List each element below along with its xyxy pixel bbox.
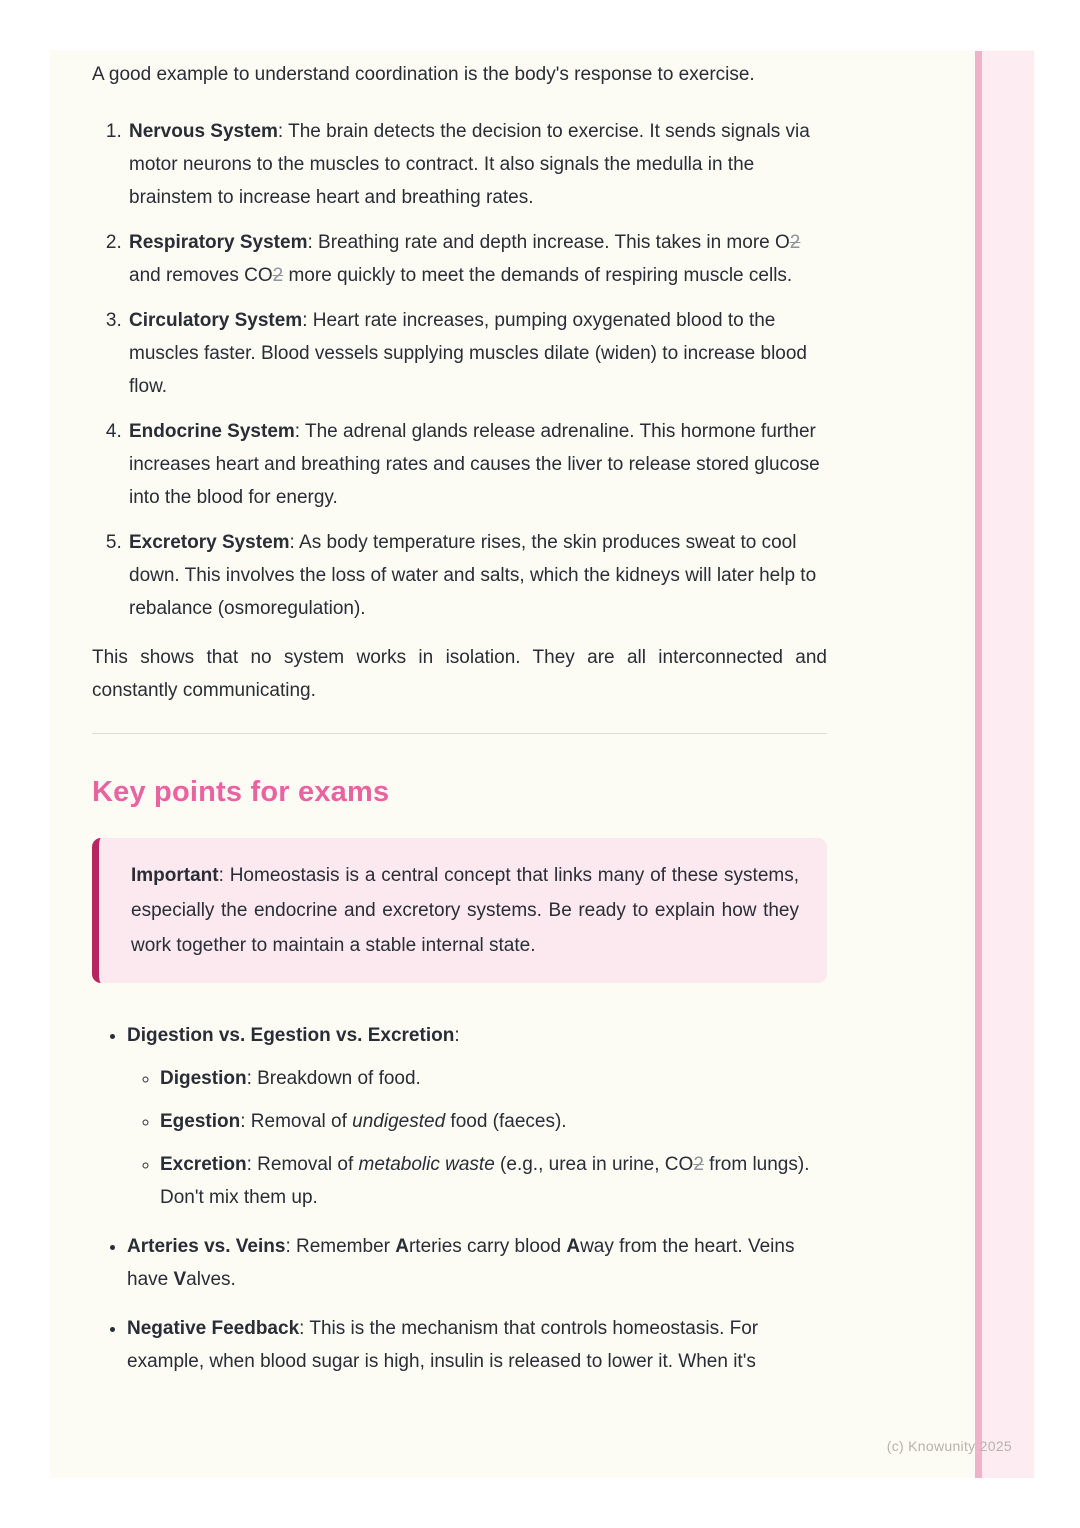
list-item-nervous-system: 1. Nervous System: The brain detects the decision to exercise. It sends signals via motor neurons to the muscles to contract. It also signals the medulla in the brainstem to increase heart and breathing rates. <box>127 115 827 214</box>
callout-text: Important: Homeostasis is a central concept that links many of these systems, especially the endocrine and excretory systems. Be ready to explain how they work together to maintain a stable internal state. <box>131 865 799 956</box>
list-item-respiratory-system: 2. Respiratory System: Breathing rate and depth increase. This takes in more O2 and removes CO2 more quickly to meet the demands of respiring muscle cells. <box>127 226 827 292</box>
list-item-excretion: ◦ Excretion: Removal of metabolic waste (e.g., urea in urine, CO2 from lungs). Don't mix them up. <box>160 1148 827 1214</box>
conclusion-paragraph: This shows that no system works in isolation. They are all interconnected and constantly communicating. <box>92 647 827 701</box>
page-content <box>92 58 827 1394</box>
key-points-list <box>92 1019 827 1378</box>
list-item-arteries-vs-veins: • Arteries vs. Veins: Remember Arteries carry blood Away from the heart. Veins have Valves. <box>127 1230 827 1296</box>
page-edge-accent-panel <box>982 51 1034 1478</box>
section-divider <box>92 733 827 734</box>
systems-numbered-list <box>92 115 827 625</box>
section-heading: Key points for exams <box>92 776 390 808</box>
list-item-endocrine-system: 4. Endocrine System: The adrenal glands release adrenaline. This hormone further increases heart and breathing rates and causes the liver to release stored glucose into the blood for energy. <box>127 415 827 514</box>
list-item-digestion-vs <box>127 1019 827 1214</box>
page-edge-accent-line <box>975 51 982 1478</box>
list-item-negative-feedback: • Negative Feedback: This is the mechanism that controls homeostasis. For example, when blood sugar is high, insulin is released to lower it. When it's <box>127 1312 827 1378</box>
copyright-notice: (c) Knowunity 2025 <box>886 1438 1012 1454</box>
list-item-digestion: ◦ Digestion: Breakdown of food. <box>160 1062 827 1095</box>
list-item-egestion: ◦ Egestion: Removal of undigested food (faeces). <box>160 1105 827 1138</box>
list-item-circulatory-system: 3. Circulatory System: Heart rate increases, pumping oxygenated blood to the muscles faster. Blood vessels supplying muscles dilate (widen) to increase blood flow. <box>127 304 827 403</box>
list-item-text: Digestion vs. Egestion vs. Excretion: <box>127 1025 460 1046</box>
list-item-excretory-system: 5. Excretory System: As body temperature rises, the skin produces sweat to cool down. This involves the loss of water and salts, which the kidneys will later help to rebalance (osmoregulation). <box>127 526 827 625</box>
important-callout <box>92 838 827 983</box>
intro-paragraph: A good example to understand coordination is the body's response to exercise. <box>92 64 755 85</box>
document-page <box>50 50 1035 1478</box>
sub-points-list <box>127 1062 827 1214</box>
